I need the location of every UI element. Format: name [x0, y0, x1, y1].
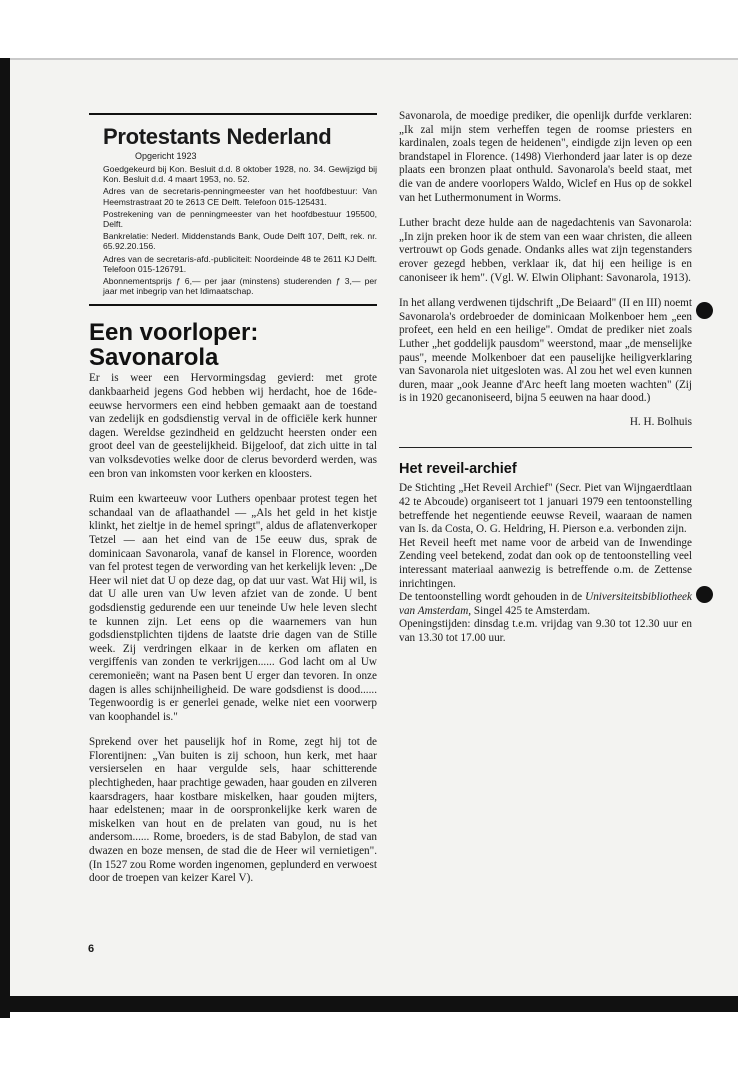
binding-hole-dot [696, 586, 713, 603]
article-paragraph: Openingstijden: dinsdag t.e.m. vrijdag van 9.30 tot 12.30 uur en van 13.30 tot 17.00 uur. [399, 618, 692, 644]
article-heading-savonarola: Een voorloper: Savonarola [89, 319, 259, 372]
masthead-line: Goedgekeurd bij Kon. Besluit d.d. 8 oktober 1928, no. 34. Gewijzigd bij Kon. Besluit d.d. 4 maart 1953, no. 52. [103, 164, 377, 185]
binding-hole-dot [696, 302, 713, 319]
article-paragraph: Het Reveil heeft met name voor de arbeid van de Inwendinge Zending veel betekend, zodat dan ook op de tentoonstelling veel interessant materiaal aanwezig is betreffende o.m. de Zettense inrichtingen. [399, 536, 692, 590]
section-divider [399, 447, 692, 448]
magazine-page [10, 60, 738, 996]
masthead-line: Bankrelatie: Nederl. Middenstands Bank, Oude Delft 107, Delft, rek. nr. 65.92.20.156. [103, 231, 377, 252]
masthead-founded: Opgericht 1923 [135, 151, 197, 161]
article-paragraph: De Stichting „Het Reveil Archief" (Secr. Piet van Wijngaerdtlaan 42 te Abcoude) organiseert tot 1 januari 1979 een tentoonstelling betreffende het negentiende eeuwse Reveil, waaraan de namen van Is. da Costa, O. G. Heldring, H. Pierson e.a. verbonden zijn. [399, 482, 692, 536]
scan-border-bottom [0, 996, 738, 1012]
text-run: De tentoonstelling wordt gehouden in de [399, 591, 586, 604]
article-paragraph [399, 591, 692, 618]
masthead-line: Abonnementsprijs ƒ 6,— per jaar (minstens) studerenden ƒ 3,— per jaar met inbegrip van het Idimaatschap. [103, 276, 377, 297]
masthead-line: Adres van de secretaris-penningmeester van het hoofdbestuur: Van Heemstrastraat 20 te 2613 CE Delft. Telefoon 015-125431. [103, 186, 377, 207]
article-paragraph: Luther bracht deze hulde aan de nagedachtenis van Savonarola: „In zijn preken hoor ik de stem van een waar christen, die alleen vertrouwt op Gods genade. Ondanks alles wat zijn tegenstanders erover gezegd hebben, verklaar ik, dat hij een heilige is en canoniseer ik hem". (Vgl. W. Elwin Oliphant: Savonarola, 1913). [399, 217, 692, 284]
masthead-title: Protestants Nederland [103, 124, 332, 149]
scan-border-left [0, 58, 10, 1018]
article-paragraph: Er is weer een Hervormingsdag gevierd: met grote dankbaarheid jegens God hebben wij herdacht, hoe de 16de-eeuwse hervormers een eind hebben gemaakt aan de toestand van zedelijk en godsdienstig verval in de officiële kerk hunner dagen. Wereldse gezindheid en geldzucht heersten onder een groot deel van de geestelijkheid. Bijgeloof, dat zich uitte in tal van volksdevoties welke door de clerus bevorderd werden, was een bron van inkomsten voor kerken en kloosters. [89, 372, 377, 480]
page-number: 6 [88, 943, 95, 955]
masthead-line: Postrekening van de penningmeester van het hoofdbestuur 195500, Delft. [103, 208, 377, 230]
article-signature: H. H. Bolhuis [629, 415, 692, 428]
masthead-bottom-rule [89, 304, 377, 306]
article-paragraph: Savonarola, de moedige prediker, die openlijk durfde verklaren: „Ik zal mijn stem verheffen tegen de roomse priesters en kardinalen, zoals tegen de heidenen", eindigde zijn leven op een brandstapel in Florence. (1498) Vierhonderd jaar later is op deze plaats een bronzen plaat onthuld. Savonarola's beeld staat, met die van de andere voorlopers Waldo, Wiclef en Hus op de sokkel van het Luthermonument in Worms. [399, 110, 692, 204]
article-paragraph: In het allang verdwenen tijdschrift „De Beiaard" (II en III) noemt Savonarola's ordebroeder de dominicaan Molkenboer hem „een profeet, een held en een heilige". Omdat de prediker niet zoals Luther „het goddelijk pausdom" weerstond, maar „de menselijke paus", meende Molkenboer dat een pauselijke heiligverklaring van Savonarola niet uitgesloten was. Al zou het wel even kunnen duren, maar „ook Jeanne d'Arc heeft lang moeten wachten" (Zij is in 1920 gecanoniseerd, bijna 5 eeuwen na haar dood.) [399, 297, 692, 405]
article-paragraph: Sprekend over het pauselijk hof in Rome, zegt hij tot de Florentijnen: „Van buiten is zij schoon, hun kerk, met haar versierselen en haar vergulde sels, haar schitterende plechtigheden, haar prachtige gewaden, haar gouden en zilveren kaarsdragers, haar kostbare miskelken, haar gouden mijters, haar edelstenen; maar in de oorspronkelijke kerk waren de miskelken van hout en de prelaten van goud, nu is het andersom...... Rome, broeders, is de stad Babylon, de stad van dwazen en boze mensen, de stad die de Heer wil vernietigen". (In 1527 zou Rome worden ingenomen, geplunderd en verwoest door de troepen van keizer Karel V). [89, 736, 378, 885]
masthead-details [103, 164, 377, 296]
article-paragraph: Ruim een kwarteeuw voor Luthers openbaar protest tegen het schandaal van de aflaathandel — „Als het geld in het kistje klinkt, het zieltje in de hemel springt", aldus de aflatenverkoper Tetzel — aan het eind van de 15e eeuw dus, sprak de dominicaan Savonarola, vanaf de kansel in Florence, woorden van fel protest tegen de verwording van het kerkelijk leven: „De Heer wil niet dat U op deze dag, op dat uur vast. Wat Hij wil, is dat U alle uren van Uw leven afziet van de zonde. U bent godsdienstig gedurende een uur teneinde Uw hele leven slecht te kunnen zijn. Let eens op die waarnemers van hun godsdienstplichten tijdens de laatste drie dagen van de Stille week. Zij verdringen elkaar in de kerken om aflaten en vergiffenis van zonden te verkrijgen...... God lacht om al Uw ceremonieën; want na Pasen bent U erger dan tevoren. In onze dagen is alles schijnheiligheid. De ware godsdienst is dood...... Tegenwoordig is er generlei genade, welke niet een voorwerp van koophandel is." [89, 493, 377, 723]
left-column [89, 113, 377, 886]
right-column [399, 110, 692, 646]
article-heading-reveil: Het reveil-archief [399, 461, 517, 478]
masthead-box [89, 113, 377, 306]
text-run: Singel 425 te Amsterdam. [471, 604, 591, 617]
masthead-line: Adres van de secretaris-afd.-publiciteit: Noordeinde 48 te 2611 KJ Delft. Telefoon 015-126791. [103, 253, 377, 274]
italic-text-run: Universiteitsbibliotheek van Amsterdam, [399, 591, 692, 617]
